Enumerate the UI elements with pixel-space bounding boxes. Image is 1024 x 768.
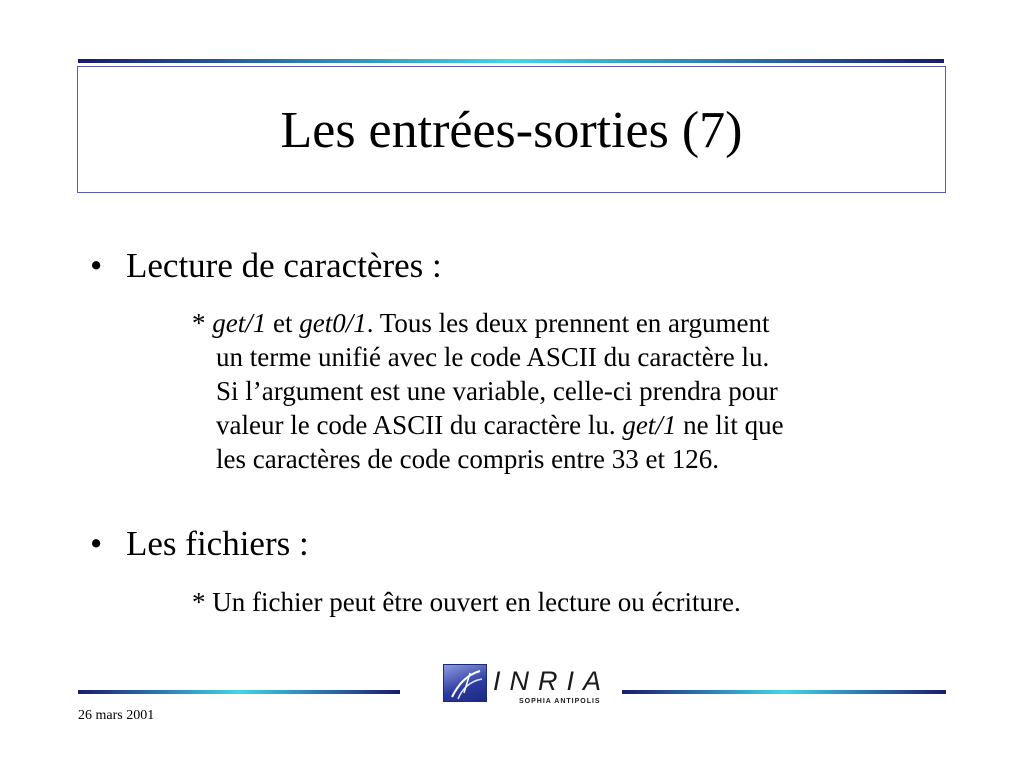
detail-line-3: Si l’argument est une variable, celle-ci prendra pour	[216, 376, 778, 406]
predicate-get-2: get/1	[622, 410, 677, 440]
bullet-detail-reading	[192, 306, 952, 476]
bullet-item-files	[90, 526, 309, 561]
detail-line-4	[192, 408, 952, 442]
predicate-get0: get0/1	[299, 308, 367, 338]
predicate-get: get/1	[212, 308, 267, 338]
bullet-text: Lecture de caractères :	[126, 246, 442, 285]
logo-subtext: SOPHIA ANTIPOLIS	[519, 698, 601, 705]
detail-line-5: les caractères de code compris entre 33 et 126.	[216, 444, 720, 474]
bullet-item-reading	[90, 248, 442, 283]
top-divider-bar	[78, 59, 944, 63]
detail-line-1	[192, 306, 952, 340]
bullet-detail-files: * Un fichier peut être ouvert en lecture ou écriture.	[192, 587, 741, 617]
bullet-dot-icon: •	[90, 246, 103, 285]
bullet-dot-icon: •	[90, 524, 103, 563]
title-box	[77, 66, 946, 193]
logo-wordmark: INRIA	[493, 666, 611, 696]
detail-conj: et	[266, 308, 300, 338]
detail-line-2: un terme unifié avec le code ASCII du caractère lu.	[216, 342, 770, 372]
bottom-divider-left	[78, 690, 400, 694]
bottom-divider-right	[622, 690, 946, 694]
bullet-text: Les fichiers :	[126, 524, 309, 563]
detail-star: *	[192, 308, 206, 338]
inria-logo-mark-icon	[443, 664, 487, 702]
footer-date: 26 mars 2001	[78, 708, 155, 723]
detail-line-4-pre: valeur le code ASCII du caractère lu.	[216, 410, 623, 440]
inria-logo	[443, 664, 611, 712]
detail-line-4-post: ne lit que	[676, 410, 784, 440]
slide-title: Les entrées-sorties (7)	[280, 101, 743, 159]
detail-line-1-rest: . Tous les deux prennent en argument	[366, 308, 770, 338]
